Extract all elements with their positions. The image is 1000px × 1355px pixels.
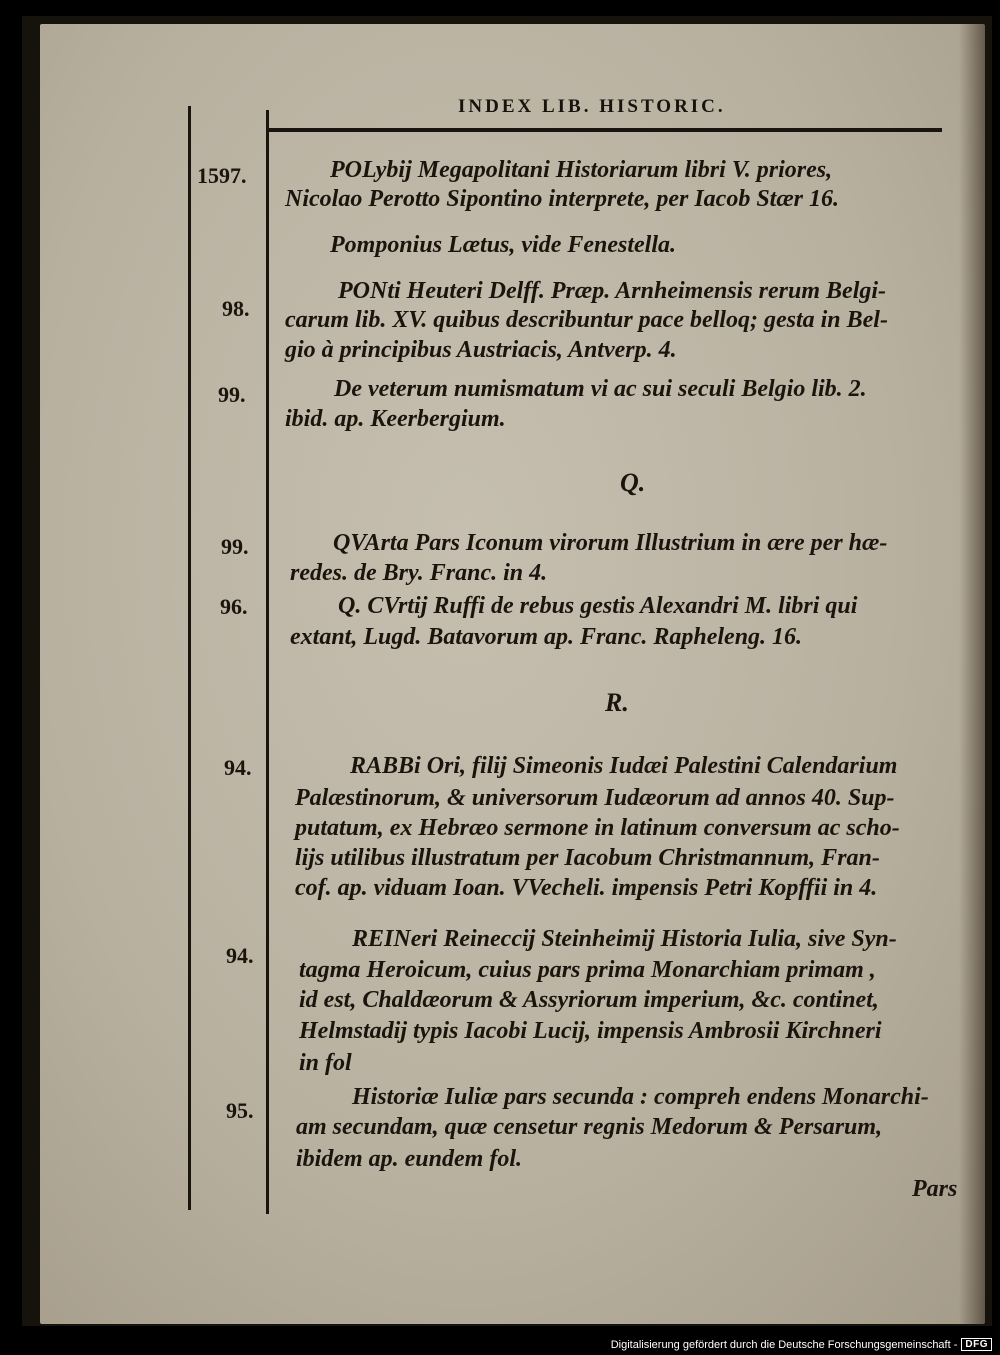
- running-header: INDEX LIB. HISTORIC.: [458, 96, 726, 117]
- text-line: carum lib. XV. quibus describuntur pace belloq; gesta in Bel-: [285, 307, 888, 333]
- margin-year: 99.: [218, 382, 246, 407]
- margin-year: 94.: [224, 755, 252, 780]
- footer-text: Digitalisierung gefördert durch die Deutsche Forschungsgemeinschaft -: [610, 1338, 958, 1351]
- page-edge-shadow: [959, 24, 985, 1324]
- margin-year: 98.: [222, 296, 250, 321]
- text-line: lijs utilibus illustratum per Iacobum Christmannum, Fran-: [295, 845, 880, 871]
- margin-year: 1597.: [197, 163, 247, 188]
- text-line: PONti Heuteri Delff. Præp. Arnheimensis rerum Belgi-: [338, 278, 887, 304]
- text-line: RABBi Ori, filij Simeonis Iudæi Palestini Calendarium: [350, 753, 898, 779]
- text-line: De veterum numismatum vi ac sui seculi Belgio lib. 2.: [334, 376, 867, 402]
- text-line: Palæstinorum, & universorum Iudæorum ad annos 40. Sup-: [295, 785, 895, 811]
- text-line: QVArta Pars Iconum virorum Illustrium in ære per hæ-: [333, 530, 888, 556]
- text-line: gio à principibus Austriacis, Antverp. 4.: [285, 337, 677, 363]
- section-letter-r: R.: [605, 688, 629, 717]
- margin-year: 95.: [226, 1098, 254, 1123]
- digitization-footer: [611, 1338, 992, 1351]
- text-line: REINeri Reineccij Steinheimij Historia Iulia, sive Syn-: [352, 926, 897, 952]
- text-line: tagma Heroicum, cuius pars prima Monarchiam primam ,: [299, 957, 876, 983]
- text-line: Nicolao Perotto Sipontino interprete, per Iacob Stær 16.: [285, 186, 840, 212]
- catchword: Pars: [912, 1176, 958, 1202]
- margin-year: 96.: [220, 594, 248, 619]
- text-line: cof. ap. viduam Ioan. VVecheli. impensis Petri Kopffii in 4.: [295, 875, 878, 901]
- section-letter-q: Q.: [620, 468, 646, 497]
- text-line: ibid. ap. Keerbergium.: [285, 406, 506, 432]
- header-rule: [266, 128, 942, 132]
- text-line: POLybij Megapolitani Historiarum libri V. priores,: [330, 157, 833, 183]
- text-line: Pomponius Lætus, vide Fenestella.: [330, 232, 677, 258]
- text-line: putatum, ex Hebræo sermone in latinum conversum ac scho-: [295, 815, 900, 841]
- text-line: ibidem ap. eundem fol.: [296, 1146, 522, 1172]
- right-margin-rule: [266, 110, 269, 1214]
- margin-year: 94.: [226, 943, 254, 968]
- text-line: redes. de Bry. Franc. in 4.: [290, 560, 548, 586]
- margin-year: 99.: [221, 534, 249, 559]
- text-line: Q. CVrtij Ruffi de rebus gestis Alexandri M. libri qui: [338, 593, 858, 619]
- text-line: in fol: [299, 1050, 352, 1076]
- left-margin-rule: [188, 106, 191, 1210]
- text-line: extant, Lugd. Batavorum ap. Franc. Rapheleng. 16.: [290, 624, 803, 650]
- dfg-logo: DFG: [961, 1338, 992, 1351]
- text-line: am secundam, quæ censetur regnis Medorum & Persarum,: [296, 1114, 883, 1140]
- text-line: id est, Chaldæorum & Assyriorum imperium, &c. continet,: [299, 987, 879, 1013]
- text-line: Historiæ Iuliæ pars secunda : compreh endens Monarchi-: [352, 1084, 929, 1110]
- text-line: Helmstadij typis Iacobi Lucij, impensis Ambrosii Kirchneri: [299, 1018, 882, 1044]
